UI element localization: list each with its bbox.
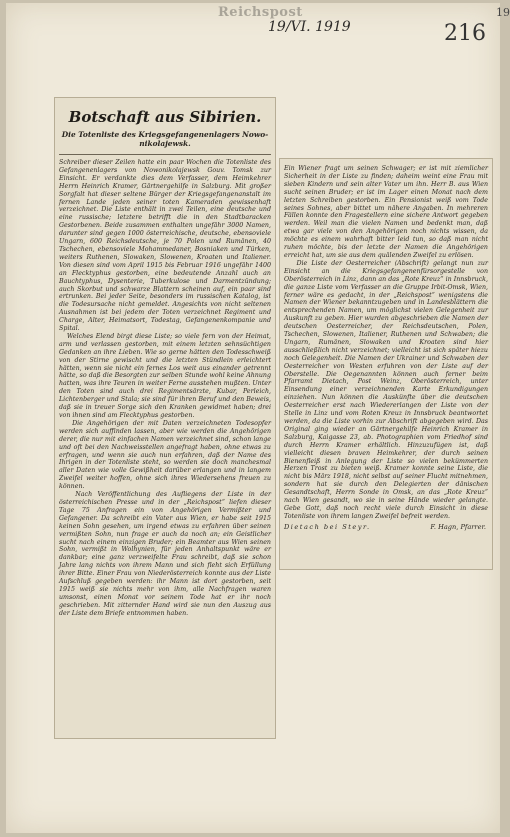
divider-rule bbox=[59, 154, 271, 155]
handwritten-date: 19/VI. 1919 bbox=[268, 19, 351, 35]
article-body-left-column: Schreiber dieser Zeilen hatte ein paar Wochen die Totenliste des Gefangenenlagers von Nowonikolajewsk Gouv. Tomsk zur Einsicht. Er verdankte dies dem Verfasser, dem Heimkehrer Herrn Heinrich Kramer, Gärtnergehilfe in Salzburg. Mit großer Sorgfalt hat dieser seltene Bürger der Kriegsgefangenanstalt im fernen Lande jeden seiner toten Kameraden gewissenhaft verzeichnet. Die Liste enthält in zwei Teilen, eine deutsche und eine russische; letztere betrifft die in den Stadtbaracken Gestorbenen. Beide zusammen enthalten ungefähr 3000 Namen, darunter sind gegen 1000 österreichische, deutsche, ebensoviele Ungarn, 600 Reichsdeutsche, je 70 Polen und Rumänen, 40 Tschechen, ebensoviele Mohammedaner, Bosniaken und Türken, weiters Ruthenen, Slowaken, Slowenen, Kroaten und Italiener. Von diesen sind vom April 1915 bis Februar 1916 ungefähr 1400 an Flecktyphus gestorben, eine bedeutende Anzahl auch an Bauchtyphus, Dysenterie, Tuberkulose und Darmentzündung; auch Skorbut und schwarze Blattern scheinen auf, ein paar sind ertrunken. Bei jeder Seite, besonders im russischen Katalog, ist die Todesursache nicht gemeldet. Angesichts von nicht seltenen Ausnahmen ist bei jedem der Toten verzeichnet Regiment und Charge, Alter, Heimatsort, Todestag, Gefangenenkompanie und Spital. Welches Elend birgt diese Liste; so viele fern von der Heimat, arm und verlassen gestorben, mit einem letzten sehnsüchtigen Gedanken an ihre Lieben. Wie so gerne hätten den Todesschweiß von der Stirne gewischt und die letzten Stündlein erleichtert hätten, wenn sie nicht ein fernes Los weit aus einander getrennt hätte, so daß die Besorgten zur selben Stunde wohl keine Ahnung hatten, was ihre Teuren in weiter Ferne ausstehen mußten. Unter den Toten sind auch drei Regimentsärzte, Kubar, Perleich, Lichtenberger und Stala; sie sind für ihren Beruf und den Beweis, daß sie in treuer Sorge sich den Kranken gewidmet haben; drei von ihnen sind am Flecktyphus gestorben. Die Angehörigen der mit Daten verzeichneten Todesopfer werden sich auffinden lassen, aber wie werden die Angehörigen derer, die nur mit einfachen Namen verzeichnet sind, schon lange und oft bei den Nachweisstellen angefragt haben, ohne etwas zu erfragen, und wenn sie auch nun erfahren, daß der Name des Ihrigen in der Totenliste steht, so werden sie doch manchesmal aller Daten wie volle Gewißheit darüber erlangen und in langem Zweifel weiter hoffen, ohne sich ihres Wiedersehens freuen zu können. Nach Veröffentlichung des Aufliegens der Liste in der österreichischen Presse und in der „Reichspost“ liefen dieser Tage 75 Anfragen ein von Angehörigen Vermißter und Gefangener. Da schreibt ein Vater aus Wien, er habe seit 1915 keinen Sohn gesehen, um irgend etwas zu erfahren über seinen vermißten Sohn, nun frage er auch da noch an; ein Geistlicher sucht nach einem einzigen Bruder; ein Beamter aus Wien seinen Sohn, vermißt in Wolhynien, für jeden Anhaltspunkt wäre er dankbar; eine ganz verzweifelte Frau schreibt, daß sie schon Jahre lang nichts von ihrem Mann und sich fleht sich Erfüllung ihrer Bitte. Einer Frau von Niederösterreich konnte aus der Liste Aufschluß gegeben werden: ihr Mann ist dort gestorben, seit 1915 weiß sie nichts mehr von ihm, alle Nachfragen waren umsonst, einen Monat vor seinem Tode hat er ihr noch geschrieben. Mit zitternder Hand wird sie nun den Auszug aus der Liste dem Briefe entnommen haben. bbox=[59, 159, 271, 617]
article-headline: Botschaft aus Sibirien. bbox=[68, 108, 262, 126]
article-body-right-column: Ein Wiener fragt um seinen Schwager; er ist mit ziemlicher Sicherheit in der Liste zu finden; daheim weint eine Frau mit sieben Kindern und sein alter Vater um ihn. Herr B. aus Wien sucht seinen Bruder; er ist im Lager einen Monat nach dem letzten Schreiben gestorben. Ein Pensionist weiß vom Tode seines Sohnes, aber bittet um nähere Angaben. In mehreren Fällen konnte den Fragestellern eine sichere Antwort gegeben werden. Weil man die vielen Namen und bedenkt man, daß etwa gar viele von den Angehörigen noch nichts wissen, da möchte es einem wahrhaft bitter leid tun, so daß man nicht ruhen möchte, bis der letzte der Namen die Angehörigen erreicht hat, um sie aus dem quälenden Zweifel zu erlösen. Die Liste der Oesterreicher (Abschrift) gelangt nun zur Einsicht an die Kriegsgefangenenfürsorgestelle von Oberösterreich in Linz, dann an das „Rote Kreuz“ in Innsbruck, die ganze Liste vom Verfasser an die Gruppe Irbit-Omsk, Wien, ferner wäre es gedacht, in der „Reichspost“ wenigstens die Namen der Wiener bekanntzugeben und in Landesblättern die entsprechenden Namen, um möglichst vielen Gelegenheit zur Auskunft zu geben. Hier wurden abgeschrieben die Namen der deutschen Oesterreicher, der Reichsdeutschen, Polen, Tschechen, Slowenen, Italiener, Ruthenen und Schwaben; die Ungarn, Rumänen, Slowaken und Kroaten sind hier ausschließlich nicht verzeichnet; vielleicht ist sich später hiezu noch Gelegenheit. Die Namen der Ukrainer und Schwaben der Oesterreicher von Westen erfuhren von der Liste auf der Oberstelle. Die Oegenannten können auch ferner beim Pfarramt Dietach, Post Weinz, Oberösterreich, unter Einsendung einer verzeichnenden Karte Erkundigungen einziehen. Nun können die Auskünfte über die deutschen Oesterreicher erst nach Wiedererlangen der Liste von der Stelle in Linz und vom Roten Kreuz in Innsbruck beantwortet werden, da die Liste vorhin zur Abschrift abgegeben wird. Das Original ging wieder an Gärtnergehilfe Heinrich Kramer in Salzburg, Kaigasse 23, ab. Photographien vom Friedhof sind durch Herrn Kramer erhältlich. Hinzuzufügen ist, daß vielleicht diesen braven Heimkehrer, der durch seinen Bienenfleiß in Anlegung der Liste so vielen bekümmerten Herzen Trost zu bieten weiß. Kramer konnte seine Liste, die nicht bis März 1918, nicht selbst auf seiner Flucht mitnehmen, sondern hat sie durch den Delegierten der dänischen Gesandtschaft, Herrn Sonde in Omsk, an das „Rote Kreuz“ nach Wien gesandt, wo sie in seine Hände wieder gelangte. Gebe Gott, daß noch recht viele durch Einsicht in diese Totenliste von ihrem langen Zweifel befreit werden. bbox=[284, 165, 489, 520]
article-signature bbox=[284, 523, 486, 531]
signature-name: F. Hagn, Pfarrer. bbox=[430, 522, 486, 531]
newspaper-clipping-left bbox=[54, 97, 276, 739]
newspaper-name-stamp: Reichspost bbox=[218, 5, 303, 20]
article-subheadline: Die Totenliste des Kriegsgefangenenlagers Nowo-nikolajewsk. bbox=[61, 130, 269, 148]
newspaper-clipping-right bbox=[279, 158, 493, 570]
corner-folio-number: 19 bbox=[496, 6, 510, 19]
signature-place: Dietach bei Steyr. bbox=[284, 522, 371, 531]
handwritten-page-number: 216 bbox=[444, 21, 486, 46]
